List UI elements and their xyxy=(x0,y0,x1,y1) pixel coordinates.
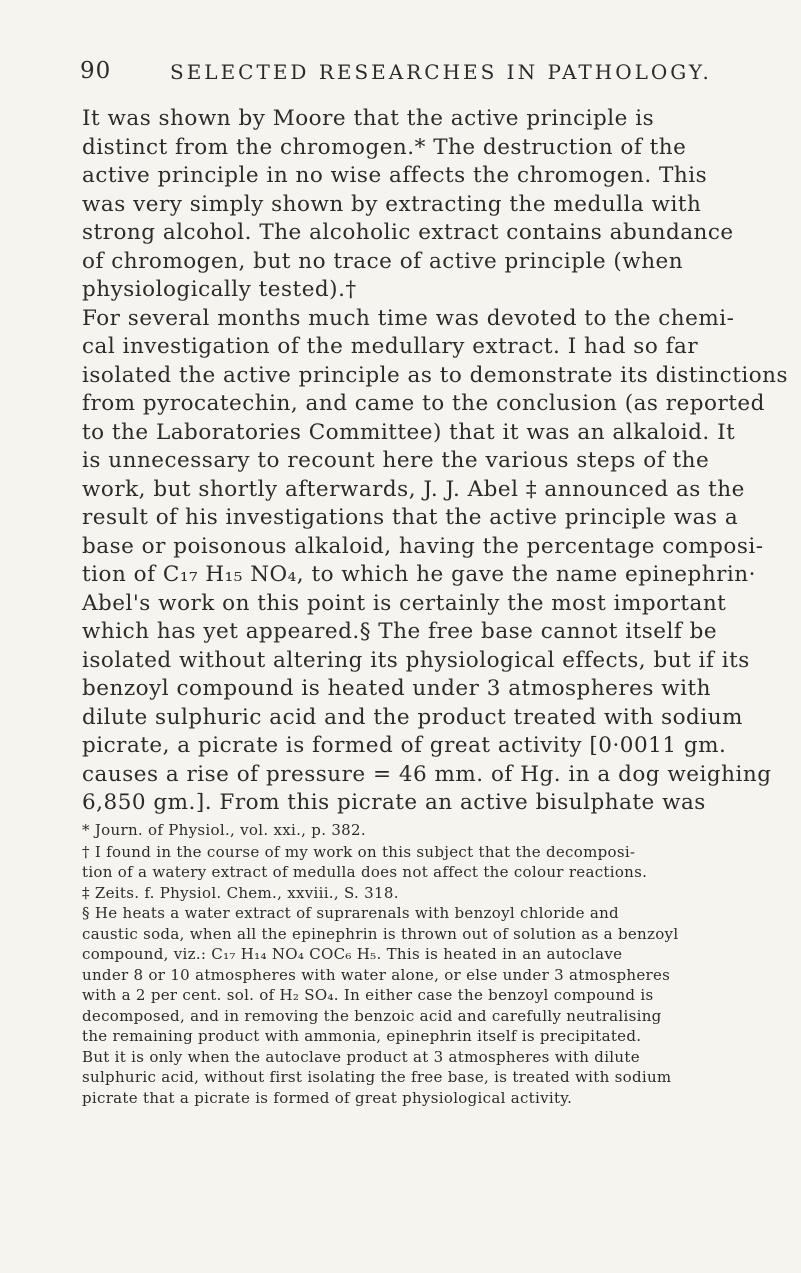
body-line: causes a rise of pressure = 46 mm. of Hg. in a dog weighing xyxy=(82,761,772,787)
body-line: physiologically tested).† xyxy=(82,277,357,302)
footnote-line: caustic soda, when all the epinephrin is thrown out of solution as a benzoyl xyxy=(82,924,679,943)
page-number: 90 xyxy=(80,58,112,84)
body-line: is unnecessary to recount here the various steps of the xyxy=(82,448,710,473)
body-text xyxy=(82,105,789,818)
footnote-line: sulphuric acid, without first isolating the free base, is treated with sodium xyxy=(82,1068,672,1086)
footnote-line: under 8 or 10 atmospheres with water alone, or else under 3 atmospheres xyxy=(82,965,671,984)
body-line: dilute sulphuric acid and the product treated with sodium xyxy=(82,704,743,730)
body-line: isolated the active principle as to demonstrate its distinctions xyxy=(82,362,789,388)
body-line: base or poisonous alkaloid, having the percentage composi- xyxy=(82,533,764,559)
body-line: work, but shortly afterwards, J. J. Abel ‡ announced as the xyxy=(82,476,745,502)
body-line: which has yet appeared.§ The free base cannot itself be xyxy=(82,619,718,644)
footnote-line: But it is only when the autoclave product at 3 atmospheres with dilute xyxy=(82,1047,640,1066)
body-line: of chromogen, but no trace of active principle (when xyxy=(82,248,684,274)
body-line: picrate, a picrate is formed of great activity [0·0011 gm. xyxy=(82,733,727,758)
body-line: benzoyl compound is heated under 3 atmospheres with xyxy=(82,676,712,701)
body-line: tion of C₁₇ H₁₅ NO₄, to which he gave the name epinephrin· xyxy=(82,562,756,587)
body-line: It was shown by Moore that the active principle is xyxy=(82,106,655,131)
body-line: result of his investigations that the active principle was a xyxy=(82,505,739,530)
body-line: to the Laboratories Committee) that it was an alkaloid. It xyxy=(82,419,736,445)
footnote-line: § He heats a water extract of suprarenals with benzoyl chloride and xyxy=(82,904,619,922)
body-line: 6,850 gm.]. From this picrate an active bisulphate was xyxy=(82,790,706,815)
body-line: strong alcohol. The alcoholic extract contains abundance xyxy=(82,220,734,245)
footnote-line: * Journ. of Physiol., vol. xxi., p. 382. xyxy=(82,821,366,839)
footnote-line: picrate that a picrate is formed of great physiological activity. xyxy=(82,1088,573,1107)
body-line: isolated without altering its physiological effects, but if its xyxy=(82,647,750,673)
footnote-line: the remaining product with ammonia, epinephrin itself is precipitated. xyxy=(82,1027,642,1045)
body-line: cal investigation of the medullary extract. I had so far xyxy=(82,334,699,359)
body-line: active principle in no wise affects the chromogen. This xyxy=(82,163,708,188)
body-line: Abel's work on this point is certainly the most important xyxy=(82,590,727,616)
body-line: from pyrocatechin, and came to the conclusion (as reported xyxy=(82,391,765,416)
body-line: distinct from the chromogen.* The destruction of the xyxy=(82,134,687,160)
running-title: SELECTED RESEARCHES IN PATHOLOGY. xyxy=(170,60,712,84)
footnote-line: † I found in the course of my work on this subject that the decomposi- xyxy=(82,842,636,861)
footnote-line: with a 2 per cent. sol. of H₂ SO₄. In either case the benzoyl compound is xyxy=(82,986,654,1004)
footnote-line: ‡ Zeits. f. Physiol. Chem., xxviii., S. 318. xyxy=(82,883,399,902)
body-line: was very simply shown by extracting the medulla with xyxy=(82,191,702,217)
footnote-line: compound, viz.: C₁₇ H₁₄ NO₄ COC₆ H₅. This is heated in an autoclave xyxy=(82,945,623,963)
body-line: For several months much time was devoted to the chemi- xyxy=(82,305,735,331)
footnotes xyxy=(82,820,742,1108)
footnote-line: decomposed, and in removing the benzoic acid and carefully neutralising xyxy=(82,1006,662,1025)
page-header xyxy=(80,58,761,98)
footnote-line: tion of a watery extract of medulla does not affect the colour reactions. xyxy=(82,863,648,881)
